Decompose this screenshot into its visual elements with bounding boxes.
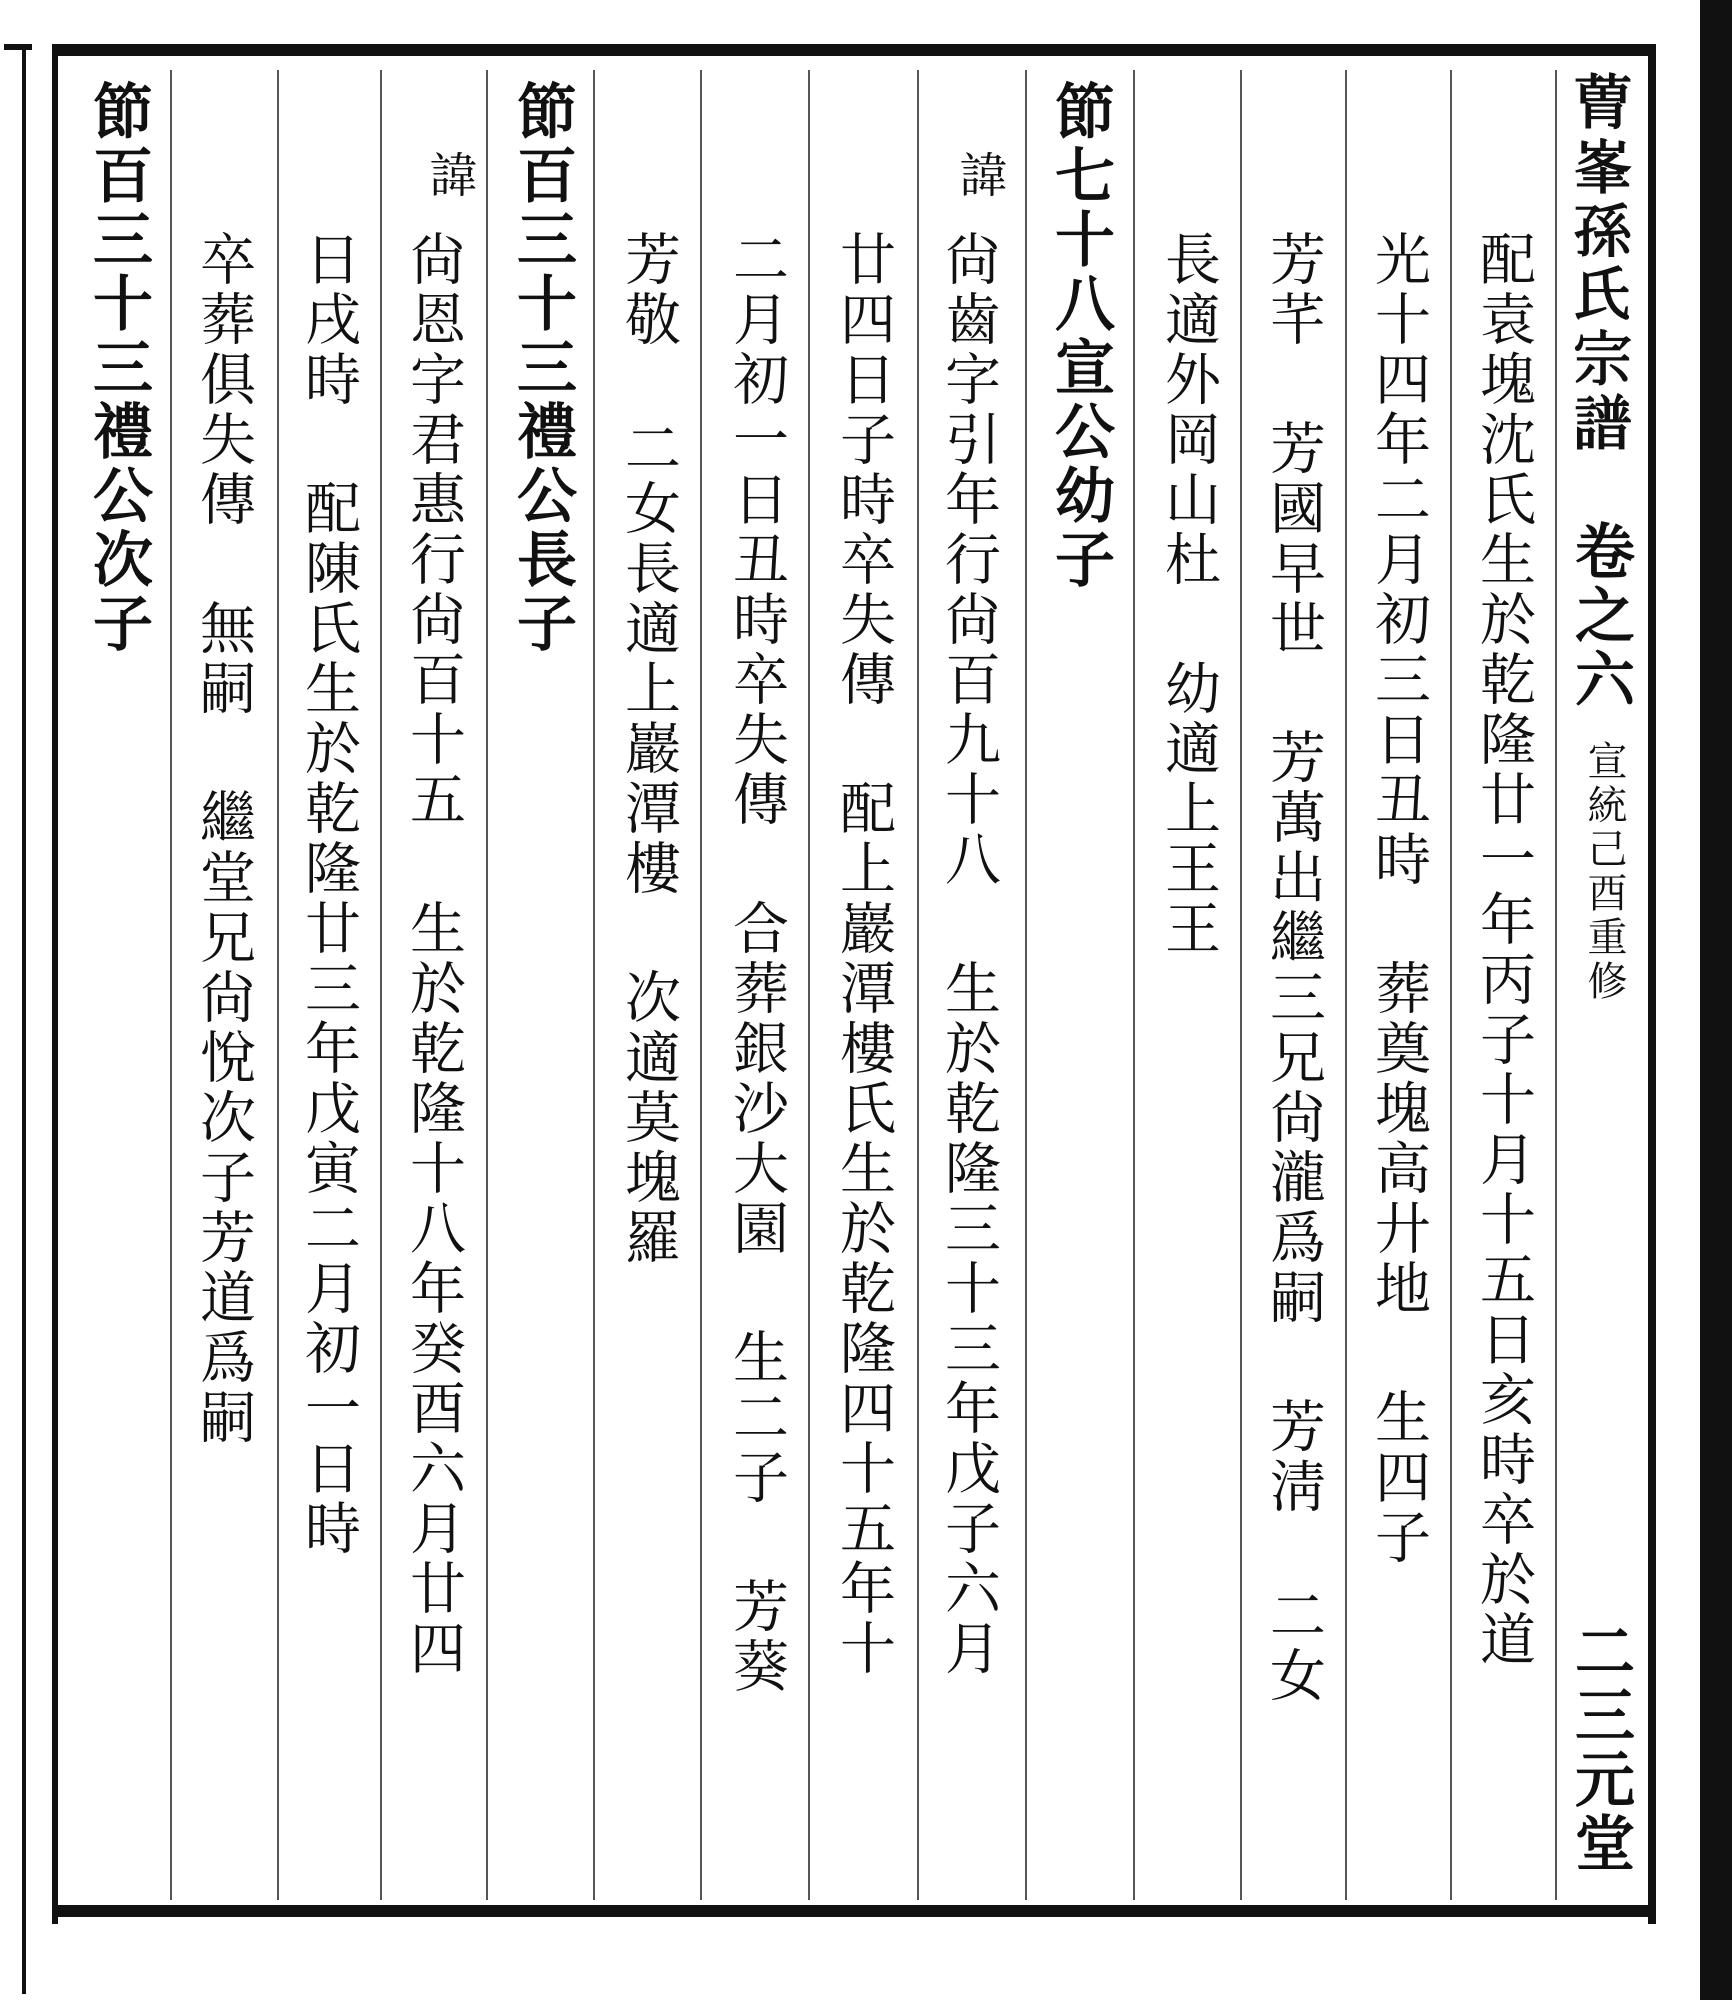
binding-edge (1700, 0, 1732, 2000)
column-rule (170, 70, 172, 1900)
column-rule (1240, 70, 1242, 1900)
column-rule (1555, 70, 1557, 1900)
left-page-edge (4, 44, 32, 50)
column-rule (486, 70, 488, 1900)
column-rule (1025, 70, 1027, 1900)
text-column: 尙恩字君惠行尙百十五 生於乾隆十八年癸酉六月廿四 (401, 230, 466, 1679)
hall-name: 二三元堂 (1565, 1620, 1635, 1876)
genealogy-title: 𦳢峯孫氏宗譜 (1565, 70, 1635, 454)
column-rule (1450, 70, 1452, 1900)
edition-note: 宣統己酉重修 (1581, 740, 1627, 1004)
taboo-name-marker: 諱 (951, 150, 1007, 202)
column-rule (700, 70, 702, 1900)
text-column: 尙齒字引年行尙百九十八 生於乾隆三十三年戊子六月 (936, 230, 1001, 1679)
branch-heading: 節百三十三禮公長子 (507, 80, 577, 656)
text-column: 芳敬 二女長適上巖潭樓 次適莫塊羅 (616, 230, 681, 1268)
column-rule (917, 70, 919, 1900)
text-column: 配袁塊沈氏生於乾隆廿一年丙子十月十五日亥時卒於道 (1471, 230, 1536, 1670)
taboo-name-marker: 諱 (421, 150, 477, 202)
text-column: 光十四年二月初三日丑時 葬奠塊高廾地 生四子 (1366, 230, 1431, 1568)
branch-heading: 節七十八宣公幼子 (1045, 80, 1115, 592)
column-rule (593, 70, 595, 1900)
left-border (52, 44, 58, 1924)
column-rule (1133, 70, 1135, 1900)
column-rule (808, 70, 810, 1900)
column-rule (1345, 70, 1347, 1900)
bottom-border (55, 1905, 1655, 1917)
text-column: 長適外岡山杜 幼適上王王 (1156, 230, 1221, 959)
top-border (55, 44, 1655, 56)
volume-label: 卷之六 (1565, 520, 1635, 712)
column-rule (277, 70, 279, 1900)
column-rule (380, 70, 382, 1900)
branch-heading: 節百三十三禮公次子 (83, 80, 153, 656)
text-column: 廿四日子時卒失傳 配上巖潭樓氏生於乾隆四十五年十 (831, 230, 896, 1679)
text-column: 日戌時 配陳氏生於乾隆廿三年戊寅二月初一日時 (296, 230, 361, 1559)
text-column: 芳芊 芳國早世 芳萬出繼三兄尙瀧爲嗣 芳淸 二女 (1261, 230, 1326, 1706)
text-column: 二月初一日丑時卒失傳 合葬銀沙大園 生二子 芳葵 (724, 230, 789, 1697)
left-page-edge-vertical (22, 44, 26, 1994)
right-border (1648, 44, 1656, 1924)
text-column: 卒葬俱失傳 無嗣 繼堂兄尙悅次子芳道爲嗣 (191, 230, 256, 1448)
